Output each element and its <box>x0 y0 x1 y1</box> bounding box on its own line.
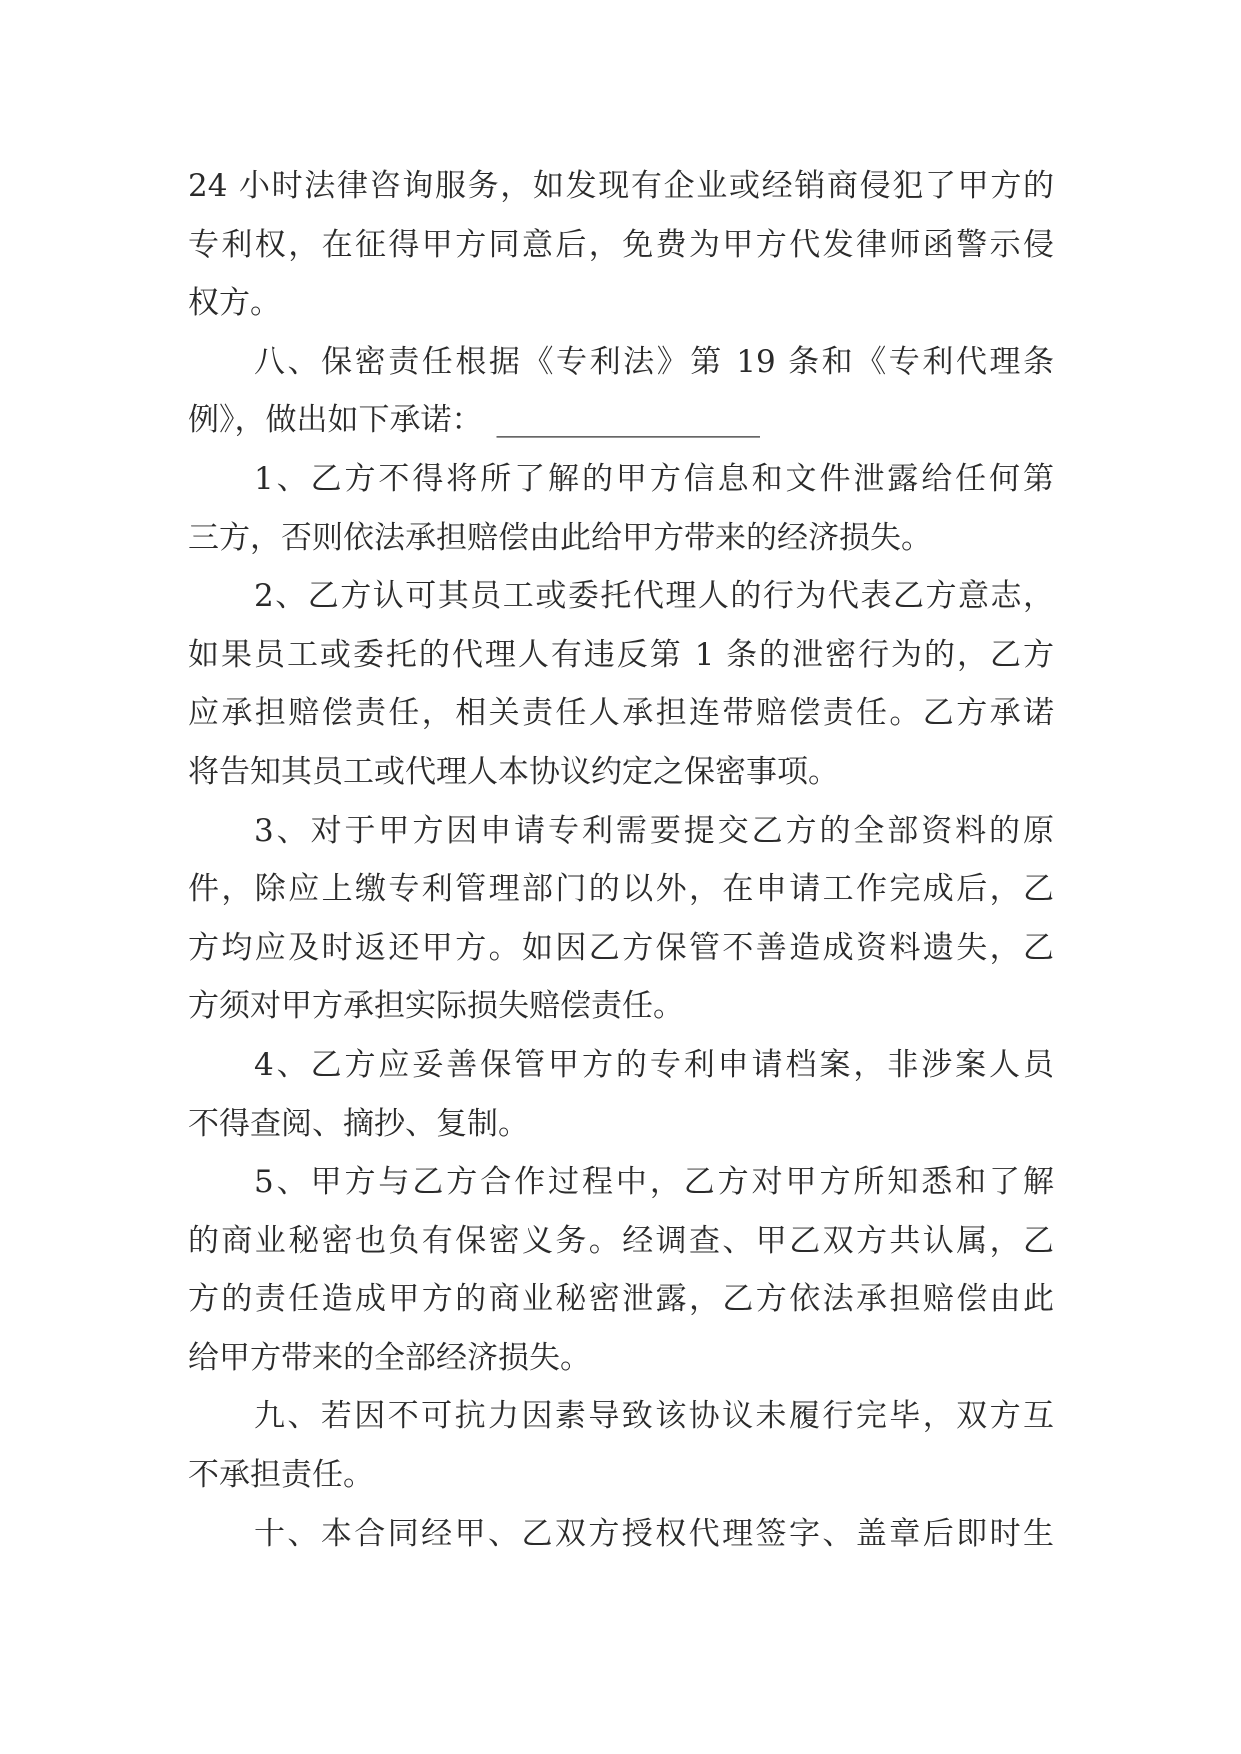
text-line: 方须对甲方承担实际损失赔偿责任。 <box>188 988 684 1025</box>
text-line: 应承担赔偿责任，相关责任人承担连带赔偿责任。乙方承诺 <box>188 695 1054 732</box>
paragraph-clause-3 <box>188 802 1054 1036</box>
text-line: 24 小时法律咨询服务，如发现有企业或经销商侵犯了甲方的 <box>188 168 1054 204</box>
text-line: 如果员工或委托的代理人有违反第 1 条的泄密行为的，乙方 <box>188 636 1054 673</box>
paragraph-effectiveness <box>188 1505 1054 1564</box>
text-line: 的商业秘密也负有保密义务。经调查、甲乙双方共认属，乙 <box>188 1222 1054 1259</box>
paragraph-clause-4 <box>188 1036 1054 1153</box>
text-line: 不得查阅、摘抄、复制。 <box>188 1105 529 1142</box>
text-line: 4、乙方应妥善保管甲方的专利申请档案，非涉案人员 <box>254 1046 1054 1083</box>
text-line: 3、对于甲方因申请专利需要提交乙方的全部资料的原 <box>254 812 1054 849</box>
paragraph-legal-consulting <box>188 157 1054 333</box>
text-line: 方的责任造成甲方的商业秘密泄露，乙方依法承担赔偿由此 <box>188 1281 1054 1318</box>
text-line: 件，除应上缴专利管理部门的以外，在申请工作完成后，乙 <box>188 871 1054 908</box>
text-line: 1、乙方不得将所了解的甲方信息和文件泄露给任何第 <box>254 460 1054 497</box>
document-body <box>188 157 1054 1563</box>
text-line-with-blank <box>188 391 1054 450</box>
text-line: 方均应及时返还甲方。如因乙方保管不善造成资料遗失，乙 <box>188 929 1054 966</box>
text-line: 九、若因不可抗力因素导致该协议未履行完毕，双方互 <box>254 1398 1054 1435</box>
text-line: 三方，否则依法承担赔偿由此给甲方带来的经济损失。 <box>188 519 932 556</box>
text-line: 将告知其员工或代理人本协议约定之保密事项。 <box>188 753 839 790</box>
paragraph-clause-1 <box>188 450 1054 567</box>
text-line: 不承担责任。 <box>188 1457 374 1494</box>
text-line: 给甲方带来的全部经济损失。 <box>188 1339 591 1376</box>
text-line: 5、甲方与乙方合作过程中，乙方对甲方所知悉和了解 <box>254 1164 1054 1201</box>
paragraph-clause-5 <box>188 1153 1054 1387</box>
text-line: 权方。 <box>188 285 281 322</box>
text-line: 八、保密责任根据《专利法》第 19 条和《专利代理条 <box>254 343 1054 380</box>
paragraph-confidentiality-heading <box>188 333 1054 450</box>
text-line: 专利权，在征得甲方同意后，免费为甲方代发律师函警示侵 <box>188 226 1054 263</box>
text-line: 十、本合同经甲、乙双方授权代理签字、盖章后即时生 <box>254 1515 1054 1552</box>
paragraph-force-majeure <box>188 1387 1054 1504</box>
paragraph-clause-2 <box>188 567 1054 801</box>
text-line: 2、乙方认可其员工或委托代理人的行为代表乙方意志， <box>254 578 1054 615</box>
fill-in-blank: _________________ <box>496 402 760 439</box>
text-segment: 例》，做出如下承诺： <box>188 402 483 439</box>
